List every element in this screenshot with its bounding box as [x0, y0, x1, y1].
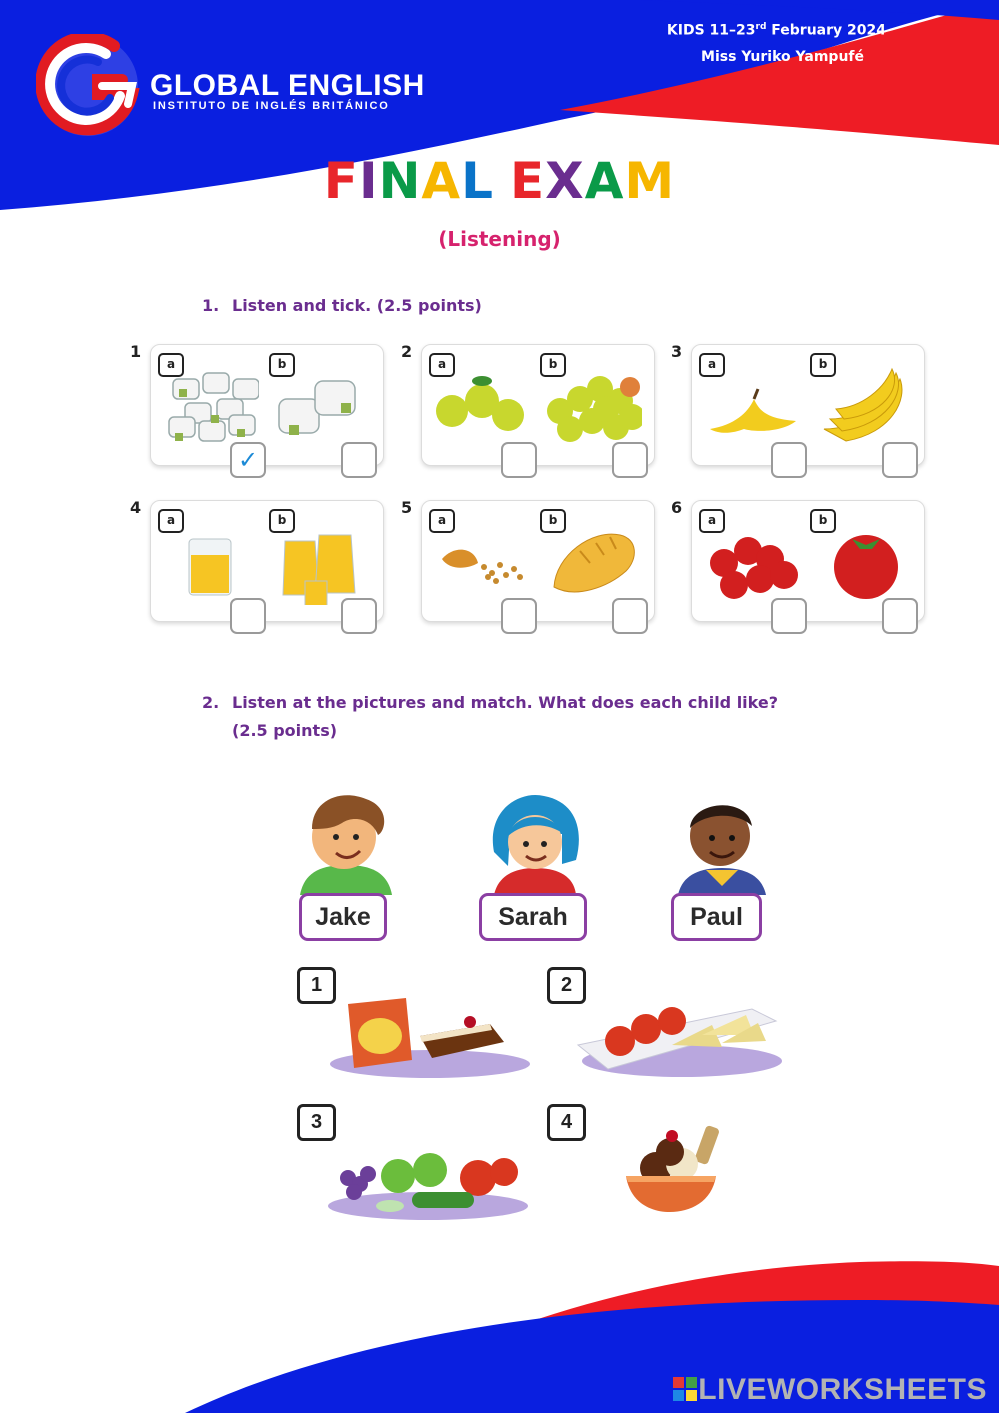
option-a-label: a	[699, 353, 725, 377]
jake-picture	[292, 785, 402, 895]
page-title	[0, 152, 999, 210]
option-b-label: b	[269, 509, 295, 533]
tick-box-a[interactable]	[501, 442, 537, 478]
two-teacups-picture	[275, 359, 371, 449]
watermark-text: LIVEWORKSHEETS	[698, 1373, 987, 1406]
title-letter: A	[584, 152, 625, 210]
tomato-and-cheese-plate-picture	[572, 995, 782, 1080]
tick-box-b[interactable]	[612, 442, 648, 478]
name-tag-paul: Paul	[671, 893, 762, 941]
banana-bunch-picture	[816, 359, 912, 449]
logo-name: GLOBAL ENGLISH	[150, 69, 425, 102]
item-number: 5	[401, 498, 413, 517]
option-a-label: a	[158, 353, 184, 377]
fruit-and-vegetables-picture	[318, 1138, 530, 1224]
tick-box-a[interactable]	[771, 442, 807, 478]
option-card	[150, 344, 384, 474]
tick-box-a[interactable]	[230, 442, 266, 478]
item-number: 2	[401, 342, 413, 361]
option-card	[421, 344, 655, 466]
title-letter: I	[358, 152, 379, 210]
sarah-picture	[480, 790, 590, 895]
tick-box-b[interactable]	[882, 442, 918, 478]
option-a-label: a	[699, 509, 725, 533]
question-2-number: 2.	[202, 693, 220, 712]
one-tomato-picture	[816, 515, 912, 605]
tick-box-a[interactable]	[230, 598, 266, 634]
title-letter: E	[510, 152, 546, 210]
question-1-heading	[202, 296, 482, 315]
jugs-of-juice-picture	[275, 515, 371, 605]
tick-box-b[interactable]	[341, 442, 377, 478]
title-letter: L	[461, 152, 494, 210]
item-number: 1	[130, 342, 142, 361]
logo-subtitle: INSTITUTO DE INGLÉS BRITÁNICO	[153, 100, 390, 112]
course-prefix: KIDS 11–23	[666, 22, 756, 39]
name-tag-sarah: Sarah	[479, 893, 587, 941]
food-number-4: 4	[547, 1104, 586, 1141]
option-card	[150, 500, 384, 622]
title-letter: A	[421, 152, 462, 210]
food-number-1: 1	[297, 967, 336, 1004]
option-card	[691, 500, 925, 622]
option-card	[421, 500, 655, 622]
ice-cream-bowl-picture	[620, 1120, 725, 1220]
question-1-text: Listen and tick. (2.5 points)	[232, 296, 482, 315]
title-letter: F	[323, 152, 359, 210]
tick-box-a[interactable]	[771, 598, 807, 634]
few-apples-picture	[434, 359, 530, 449]
title-letter: M	[624, 152, 676, 210]
question-2-line1: Listen at the pictures and match. What does each child like?	[232, 693, 779, 712]
question-2-heading	[202, 693, 778, 712]
banana-peel-picture	[704, 359, 800, 449]
global-english-logo	[36, 34, 146, 138]
option-a-label: a	[429, 509, 455, 533]
option-b-label: b	[540, 353, 566, 377]
option-b-label: b	[269, 353, 295, 377]
tick-box-a[interactable]	[501, 598, 537, 634]
many-teacups-picture	[163, 359, 259, 449]
glass-of-juice-picture	[163, 515, 259, 605]
option-b-label: b	[810, 509, 836, 533]
item-number: 6	[671, 498, 683, 517]
title-letter: N	[378, 152, 422, 210]
loaf-of-bread-picture	[546, 515, 642, 605]
logo-g-icon	[36, 34, 146, 138]
item-number: 3	[671, 342, 683, 361]
food-number-3: 3	[297, 1104, 336, 1141]
crisps-and-cake-picture	[320, 992, 530, 1082]
question-2-points: (2.5 points)	[232, 721, 338, 740]
liveworksheets-watermark	[672, 1373, 987, 1407]
item-number: 4	[130, 498, 142, 517]
course-dates	[667, 22, 886, 39]
option-a-label: a	[429, 353, 455, 377]
title-letter: X	[545, 152, 585, 210]
many-apples-picture	[546, 359, 642, 449]
page-subtitle: (Listening)	[438, 227, 561, 251]
check-mark-icon: ✓	[237, 446, 259, 474]
tick-box-b[interactable]	[341, 598, 377, 634]
teacher-name: Miss Yuriko Yampufé	[701, 49, 864, 65]
tick-box-b[interactable]	[882, 598, 918, 634]
option-b-label: b	[810, 353, 836, 377]
option-card	[691, 344, 925, 466]
option-b-label: b	[540, 509, 566, 533]
paul-picture	[672, 790, 772, 895]
bread-crumbs-picture	[434, 515, 530, 605]
many-tomatoes-picture	[704, 515, 800, 605]
food-number-2: 2	[547, 967, 586, 1004]
course-sup: rd	[755, 22, 767, 32]
option-a-label: a	[158, 509, 184, 533]
tick-box-b[interactable]	[612, 598, 648, 634]
course-suffix: February 2024	[766, 22, 886, 39]
name-tag-jake: Jake	[299, 893, 387, 941]
liveworksheets-logo-icon	[672, 1376, 698, 1402]
question-1-number: 1.	[202, 296, 220, 315]
